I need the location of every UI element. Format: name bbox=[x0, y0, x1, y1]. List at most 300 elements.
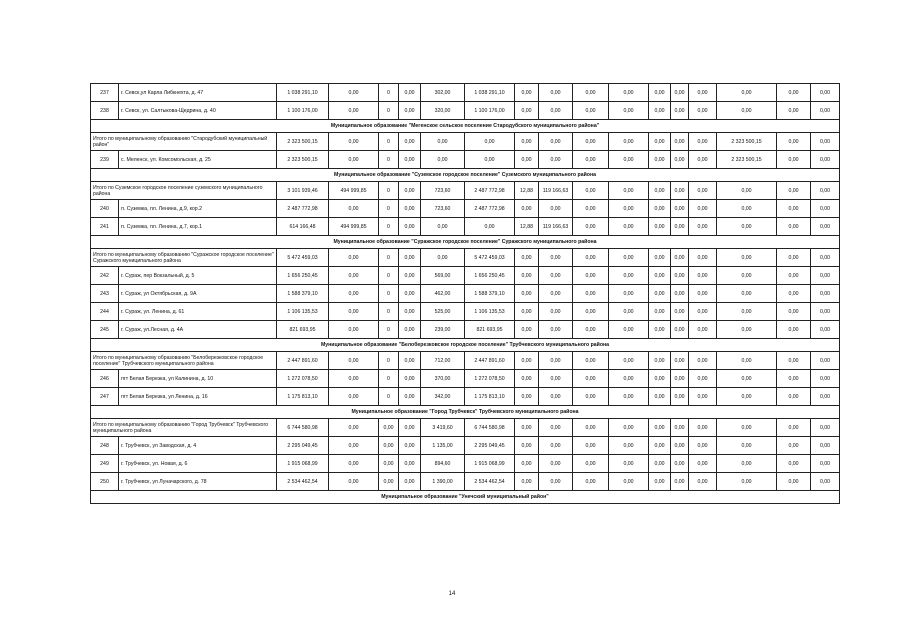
value-cell: 0,00 bbox=[515, 285, 539, 303]
value-cell: 0,00 bbox=[573, 303, 609, 321]
value-cell: 0,00 bbox=[329, 267, 379, 285]
value-cell: 0,00 bbox=[329, 151, 379, 169]
table-row bbox=[91, 455, 840, 473]
value-cell: 0,00 bbox=[399, 321, 421, 339]
value-cell: 0,00 bbox=[671, 303, 689, 321]
value-cell: 0,00 bbox=[649, 285, 671, 303]
value-cell: 0,00 bbox=[717, 200, 777, 218]
value-cell: 5 472 459,03 bbox=[277, 249, 329, 267]
value-cell: 6 744 580,98 bbox=[277, 419, 329, 437]
value-cell: 0,00 bbox=[811, 455, 840, 473]
value-cell: 0,00 bbox=[717, 352, 777, 370]
value-cell: 2 323 500,15 bbox=[717, 133, 777, 151]
value-cell: 0 bbox=[379, 218, 399, 236]
value-cell: 0,00 bbox=[777, 352, 811, 370]
value-cell: 569,00 bbox=[421, 267, 465, 285]
value-cell: 0,00 bbox=[515, 455, 539, 473]
value-cell: 0,00 bbox=[573, 102, 609, 120]
table-row bbox=[91, 267, 840, 285]
value-cell: 0,00 bbox=[649, 437, 671, 455]
table-row bbox=[91, 321, 840, 339]
value-cell: 0,00 bbox=[609, 321, 649, 339]
value-cell: 2 295 049,45 bbox=[277, 437, 329, 455]
value-cell: 462,00 bbox=[421, 285, 465, 303]
value-cell: 821 693,95 bbox=[465, 321, 515, 339]
value-cell: 0,00 bbox=[689, 352, 717, 370]
value-cell: 0,00 bbox=[717, 182, 777, 200]
value-cell: 0 bbox=[379, 84, 399, 102]
section-title: Муниципальное образование "Белоберезковское городское поселение" Трубчевского муниципального района bbox=[91, 339, 840, 352]
value-cell: 0,00 bbox=[609, 285, 649, 303]
address-cell: пгт Белая Березка, ул Ленина, д. 16 bbox=[119, 388, 277, 406]
value-cell: 0,00 bbox=[539, 455, 573, 473]
value-cell: 0,00 bbox=[573, 133, 609, 151]
value-cell: 0 bbox=[379, 352, 399, 370]
value-cell: 302,00 bbox=[421, 84, 465, 102]
value-cell: 0,00 bbox=[777, 388, 811, 406]
address-cell: п. Суземка, пл. Ленина, д.7, кор.1 bbox=[119, 218, 277, 236]
value-cell: 0,00 bbox=[573, 151, 609, 169]
value-cell: 0,00 bbox=[515, 303, 539, 321]
value-cell: 1 915 068,99 bbox=[465, 455, 515, 473]
value-cell: 3 419,60 bbox=[421, 419, 465, 437]
value-cell: 0,00 bbox=[609, 388, 649, 406]
value-cell: 0,00 bbox=[689, 151, 717, 169]
value-cell: 0,00 bbox=[689, 200, 717, 218]
value-cell: 2 447 891,60 bbox=[465, 352, 515, 370]
value-cell: 0,00 bbox=[421, 133, 465, 151]
subtotal-label: Итого по Суземское городское поселение суземского муниципального района bbox=[91, 182, 277, 200]
value-cell: 2 487 772,98 bbox=[277, 200, 329, 218]
value-cell: 0,00 bbox=[399, 285, 421, 303]
value-cell: 1 106 135,53 bbox=[465, 303, 515, 321]
address-cell: г. Трубчевск, ул. Новая, д. 6 bbox=[119, 455, 277, 473]
value-cell: 0,00 bbox=[671, 249, 689, 267]
value-cell: 119 166,63 bbox=[539, 218, 573, 236]
value-cell: 0,00 bbox=[609, 200, 649, 218]
value-cell: 0,00 bbox=[573, 473, 609, 491]
value-cell: 0,00 bbox=[689, 437, 717, 455]
value-cell: 1 588 379,10 bbox=[465, 285, 515, 303]
value-cell: 0,00 bbox=[539, 102, 573, 120]
value-cell: 0,00 bbox=[671, 388, 689, 406]
value-cell: 3 101 939,46 bbox=[277, 182, 329, 200]
table-row bbox=[91, 151, 840, 169]
value-cell: 0,00 bbox=[811, 84, 840, 102]
value-cell: 0,00 bbox=[399, 133, 421, 151]
value-cell: 0,00 bbox=[671, 437, 689, 455]
register-table bbox=[90, 83, 840, 504]
value-cell: 2 447 891,60 bbox=[277, 352, 329, 370]
value-cell: 0,00 bbox=[717, 437, 777, 455]
value-cell: 0,00 bbox=[573, 218, 609, 236]
value-cell: 0,00 bbox=[609, 133, 649, 151]
value-cell: 0,00 bbox=[717, 473, 777, 491]
value-cell: 0,00 bbox=[399, 84, 421, 102]
value-cell: 12,88 bbox=[515, 218, 539, 236]
value-cell: 0,00 bbox=[573, 84, 609, 102]
value-cell: 0,00 bbox=[717, 285, 777, 303]
value-cell: 0,00 bbox=[515, 200, 539, 218]
value-cell: 0,00 bbox=[379, 473, 399, 491]
value-cell: 0,00 bbox=[649, 84, 671, 102]
value-cell: 0,00 bbox=[465, 133, 515, 151]
value-cell: 0,00 bbox=[329, 249, 379, 267]
value-cell: 0,00 bbox=[329, 352, 379, 370]
value-cell: 0,00 bbox=[671, 419, 689, 437]
value-cell: 0,00 bbox=[717, 84, 777, 102]
row-number: 250 bbox=[91, 473, 119, 491]
value-cell: 0,00 bbox=[573, 388, 609, 406]
value-cell: 0,00 bbox=[777, 133, 811, 151]
address-cell: г. Севск,ул Карла Либкнехта, д. 47 bbox=[119, 84, 277, 102]
value-cell: 0,00 bbox=[399, 151, 421, 169]
value-cell: 525,00 bbox=[421, 303, 465, 321]
subtotal-row bbox=[91, 249, 840, 267]
value-cell: 0,00 bbox=[689, 267, 717, 285]
value-cell: 0,00 bbox=[329, 303, 379, 321]
value-cell: 0,00 bbox=[811, 267, 840, 285]
value-cell: 0,00 bbox=[539, 200, 573, 218]
value-cell: 0,00 bbox=[689, 133, 717, 151]
value-cell: 0,00 bbox=[717, 102, 777, 120]
value-cell: 0,00 bbox=[777, 473, 811, 491]
value-cell: 0,00 bbox=[329, 473, 379, 491]
value-cell: 614 166,48 bbox=[277, 218, 329, 236]
value-cell: 0 bbox=[379, 370, 399, 388]
address-cell: с. Меленск, ул. Комсомольская, д. 25 bbox=[119, 151, 277, 169]
value-cell: 2 534 462,54 bbox=[465, 473, 515, 491]
value-cell: 0,00 bbox=[777, 437, 811, 455]
value-cell: 1 390,00 bbox=[421, 473, 465, 491]
value-cell: 0,00 bbox=[539, 151, 573, 169]
value-cell: 0,00 bbox=[811, 419, 840, 437]
value-cell: 0,00 bbox=[329, 200, 379, 218]
value-cell: 0,00 bbox=[689, 249, 717, 267]
value-cell: 0 bbox=[379, 249, 399, 267]
value-cell: 0 bbox=[379, 303, 399, 321]
table-row bbox=[91, 84, 840, 102]
value-cell: 1 175 813,10 bbox=[465, 388, 515, 406]
row-number: 248 bbox=[91, 437, 119, 455]
section-header-row bbox=[91, 491, 840, 504]
section-title: Муниципальное образование "Суземское городское поселение" Суземского муниципального района bbox=[91, 169, 840, 182]
value-cell: 723,60 bbox=[421, 182, 465, 200]
value-cell: 723,60 bbox=[421, 200, 465, 218]
value-cell: 0,00 bbox=[539, 303, 573, 321]
value-cell: 5 472 459,03 bbox=[465, 249, 515, 267]
value-cell: 2 323 500,15 bbox=[277, 151, 329, 169]
value-cell: 0,00 bbox=[609, 370, 649, 388]
value-cell: 0,00 bbox=[515, 267, 539, 285]
value-cell: 1 272 078,50 bbox=[465, 370, 515, 388]
value-cell: 0,00 bbox=[399, 218, 421, 236]
value-cell: 0,00 bbox=[515, 473, 539, 491]
capital-repair-register bbox=[90, 83, 839, 504]
value-cell: 0,00 bbox=[399, 303, 421, 321]
value-cell: 0,00 bbox=[515, 437, 539, 455]
subtotal-row bbox=[91, 419, 840, 437]
value-cell: 0,00 bbox=[671, 200, 689, 218]
value-cell: 0,00 bbox=[399, 182, 421, 200]
value-cell: 0,00 bbox=[649, 303, 671, 321]
value-cell: 0,00 bbox=[329, 370, 379, 388]
value-cell: 0,00 bbox=[811, 218, 840, 236]
value-cell: 1 588 379,10 bbox=[277, 285, 329, 303]
value-cell: 0,00 bbox=[689, 218, 717, 236]
section-header-row bbox=[91, 339, 840, 352]
value-cell: 0,00 bbox=[649, 321, 671, 339]
section-title: Муниципальное образование "Унечский муниципальный район" bbox=[91, 491, 840, 504]
value-cell: 0 bbox=[379, 133, 399, 151]
value-cell: 0 bbox=[379, 200, 399, 218]
value-cell: 0,00 bbox=[717, 249, 777, 267]
value-cell: 0,00 bbox=[515, 388, 539, 406]
value-cell: 1 915 068,99 bbox=[277, 455, 329, 473]
value-cell: 0,00 bbox=[573, 267, 609, 285]
row-number: 238 bbox=[91, 102, 119, 120]
value-cell: 370,00 bbox=[421, 370, 465, 388]
value-cell: 0,00 bbox=[777, 370, 811, 388]
value-cell: 0,00 bbox=[811, 370, 840, 388]
value-cell: 0,00 bbox=[649, 200, 671, 218]
value-cell: 0,00 bbox=[811, 303, 840, 321]
value-cell: 0,00 bbox=[649, 102, 671, 120]
value-cell: 2 295 049,45 bbox=[465, 437, 515, 455]
value-cell: 0,00 bbox=[399, 388, 421, 406]
value-cell: 342,00 bbox=[421, 388, 465, 406]
value-cell: 1 175 813,10 bbox=[277, 388, 329, 406]
value-cell: 0,00 bbox=[609, 151, 649, 169]
value-cell: 0,00 bbox=[689, 182, 717, 200]
row-number: 249 bbox=[91, 455, 119, 473]
value-cell: 0,00 bbox=[399, 352, 421, 370]
row-number: 245 bbox=[91, 321, 119, 339]
value-cell: 0,00 bbox=[399, 455, 421, 473]
page-number: 14 bbox=[448, 591, 456, 597]
value-cell: 0,00 bbox=[811, 151, 840, 169]
value-cell: 0,00 bbox=[539, 84, 573, 102]
value-cell: 0,00 bbox=[777, 151, 811, 169]
value-cell: 0,00 bbox=[689, 84, 717, 102]
value-cell: 0,00 bbox=[609, 218, 649, 236]
table-row bbox=[91, 285, 840, 303]
value-cell: 0,00 bbox=[609, 267, 649, 285]
value-cell: 0,00 bbox=[609, 352, 649, 370]
value-cell: 0,00 bbox=[689, 419, 717, 437]
value-cell: 494 999,85 bbox=[329, 218, 379, 236]
row-number: 239 bbox=[91, 151, 119, 169]
value-cell: 0,00 bbox=[539, 473, 573, 491]
value-cell: 0,00 bbox=[811, 388, 840, 406]
value-cell: 0,00 bbox=[573, 419, 609, 437]
value-cell: 0,00 bbox=[671, 370, 689, 388]
section-header-row bbox=[91, 120, 840, 133]
address-cell: г. Сураж, пер Вокзальный, д. 5 bbox=[119, 267, 277, 285]
subtotal-row bbox=[91, 182, 840, 200]
value-cell: 0,00 bbox=[539, 370, 573, 388]
value-cell: 0,00 bbox=[811, 437, 840, 455]
value-cell: 1 038 291,10 bbox=[465, 84, 515, 102]
value-cell: 0,00 bbox=[689, 102, 717, 120]
value-cell: 0,00 bbox=[329, 321, 379, 339]
value-cell: 0,00 bbox=[399, 249, 421, 267]
value-cell: 0,00 bbox=[573, 437, 609, 455]
value-cell: 0,00 bbox=[717, 455, 777, 473]
value-cell: 0,00 bbox=[573, 200, 609, 218]
value-cell: 0,00 bbox=[539, 352, 573, 370]
value-cell: 0,00 bbox=[609, 437, 649, 455]
value-cell: 0,00 bbox=[329, 437, 379, 455]
value-cell: 0,00 bbox=[649, 218, 671, 236]
value-cell: 0,00 bbox=[539, 285, 573, 303]
value-cell: 0,00 bbox=[671, 182, 689, 200]
value-cell: 0,00 bbox=[329, 419, 379, 437]
value-cell: 0,00 bbox=[399, 370, 421, 388]
address-cell: г. Трубчевск, ул Луначарского, д. 78 bbox=[119, 473, 277, 491]
table-row bbox=[91, 200, 840, 218]
value-cell: 0,00 bbox=[609, 249, 649, 267]
row-number: 242 bbox=[91, 267, 119, 285]
value-cell: 1 100 176,00 bbox=[277, 102, 329, 120]
address-cell: п. Суземка, пл. Ленина, д.9, кор.2 bbox=[119, 200, 277, 218]
value-cell: 0,00 bbox=[777, 267, 811, 285]
value-cell: 239,00 bbox=[421, 321, 465, 339]
value-cell: 0,00 bbox=[421, 218, 465, 236]
value-cell: 0,00 bbox=[421, 151, 465, 169]
value-cell: 0,00 bbox=[717, 267, 777, 285]
register-body bbox=[91, 84, 840, 504]
value-cell: 0,00 bbox=[777, 321, 811, 339]
address-cell: г. Трубчевск, ул Заводская, д. 4 bbox=[119, 437, 277, 455]
value-cell: 0,00 bbox=[689, 321, 717, 339]
value-cell: 0 bbox=[379, 285, 399, 303]
value-cell: 0,00 bbox=[609, 473, 649, 491]
value-cell: 0,00 bbox=[539, 267, 573, 285]
value-cell: 0,00 bbox=[515, 102, 539, 120]
section-title: Муниципальное образование "Мегенское сельское поселение Стародубского муниципального района" bbox=[91, 120, 840, 133]
subtotal-label: Итого по муниципальному образованию "Суражское городское поселение" Суражского муниципального района bbox=[91, 249, 277, 267]
value-cell: 0,00 bbox=[399, 473, 421, 491]
subtotal-row bbox=[91, 352, 840, 370]
value-cell: 0,00 bbox=[399, 419, 421, 437]
value-cell: 0,00 bbox=[717, 388, 777, 406]
value-cell: 0,00 bbox=[329, 84, 379, 102]
value-cell: 0,00 bbox=[515, 321, 539, 339]
value-cell: 0,00 bbox=[609, 84, 649, 102]
section-header-row bbox=[91, 406, 840, 419]
value-cell: 0 bbox=[379, 182, 399, 200]
value-cell: 1 135,00 bbox=[421, 437, 465, 455]
value-cell: 0,00 bbox=[811, 200, 840, 218]
table-row bbox=[91, 437, 840, 455]
value-cell: 0,00 bbox=[717, 370, 777, 388]
value-cell: 0,00 bbox=[689, 285, 717, 303]
value-cell: 0,00 bbox=[329, 455, 379, 473]
value-cell: 0,00 bbox=[671, 102, 689, 120]
value-cell: 0,00 bbox=[671, 321, 689, 339]
value-cell: 0,00 bbox=[811, 249, 840, 267]
value-cell: 0,00 bbox=[777, 218, 811, 236]
value-cell: 0,00 bbox=[717, 218, 777, 236]
value-cell: 0 bbox=[379, 321, 399, 339]
value-cell: 0,00 bbox=[649, 267, 671, 285]
value-cell: 1 038 291,10 bbox=[277, 84, 329, 102]
value-cell: 0,00 bbox=[329, 285, 379, 303]
value-cell: 0,00 bbox=[689, 388, 717, 406]
value-cell: 2 487 772,98 bbox=[465, 182, 515, 200]
value-cell: 0,00 bbox=[671, 352, 689, 370]
value-cell: 0,00 bbox=[539, 419, 573, 437]
value-cell: 0,00 bbox=[671, 455, 689, 473]
value-cell: 0,00 bbox=[689, 455, 717, 473]
value-cell: 0,00 bbox=[811, 133, 840, 151]
value-cell: 0,00 bbox=[649, 352, 671, 370]
value-cell: 0,00 bbox=[539, 437, 573, 455]
value-cell: 0,00 bbox=[465, 151, 515, 169]
value-cell: 0,00 bbox=[671, 473, 689, 491]
address-cell: г. Сураж, ул.Лесная, д. 4А bbox=[119, 321, 277, 339]
value-cell: 0,00 bbox=[573, 321, 609, 339]
value-cell: 0,00 bbox=[649, 133, 671, 151]
subtotal-row bbox=[91, 133, 840, 151]
value-cell: 0,00 bbox=[399, 102, 421, 120]
value-cell: 0,00 bbox=[689, 370, 717, 388]
value-cell: 0,00 bbox=[399, 437, 421, 455]
value-cell: 0,00 bbox=[671, 84, 689, 102]
value-cell: 0,00 bbox=[609, 303, 649, 321]
value-cell: 1 100 176,00 bbox=[465, 102, 515, 120]
value-cell: 0,00 bbox=[539, 249, 573, 267]
value-cell: 0,00 bbox=[777, 200, 811, 218]
address-cell: г. Сураж, ул. Ленина, д. 61 bbox=[119, 303, 277, 321]
row-number: 247 bbox=[91, 388, 119, 406]
value-cell: 0,00 bbox=[671, 151, 689, 169]
value-cell: 0,00 bbox=[777, 102, 811, 120]
section-title: Муниципальное образование "Город Трубчевск" Трубчевского муниципального района bbox=[91, 406, 840, 419]
value-cell: 0,00 bbox=[649, 473, 671, 491]
value-cell: 0,00 bbox=[329, 388, 379, 406]
value-cell: 0,00 bbox=[515, 84, 539, 102]
row-number: 243 bbox=[91, 285, 119, 303]
section-title: Муниципальное образование "Суражское городское поселение" Суражского муниципального района bbox=[91, 236, 840, 249]
row-number: 241 bbox=[91, 218, 119, 236]
value-cell: 2 534 462,54 bbox=[277, 473, 329, 491]
value-cell: 0,00 bbox=[539, 321, 573, 339]
value-cell: 0,00 bbox=[649, 182, 671, 200]
value-cell: 0,00 bbox=[649, 455, 671, 473]
value-cell: 0,00 bbox=[811, 285, 840, 303]
value-cell: 0,00 bbox=[609, 182, 649, 200]
address-cell: пгт Белая Березка, ул Калинина, д. 10 bbox=[119, 370, 277, 388]
value-cell: 0 bbox=[379, 267, 399, 285]
value-cell: 0,00 bbox=[811, 473, 840, 491]
value-cell: 0,00 bbox=[573, 182, 609, 200]
value-cell: 119 166,63 bbox=[539, 182, 573, 200]
value-cell: 0,00 bbox=[717, 321, 777, 339]
section-header-row bbox=[91, 169, 840, 182]
value-cell: 0,00 bbox=[539, 388, 573, 406]
row-number: 237 bbox=[91, 84, 119, 102]
subtotal-label: Итого по муниципальному образованию "Город Трубчевск" Трубчевского муниципального района bbox=[91, 419, 277, 437]
value-cell: 320,00 bbox=[421, 102, 465, 120]
value-cell: 0,00 bbox=[379, 455, 399, 473]
value-cell: 1 656 250,45 bbox=[465, 267, 515, 285]
table-row bbox=[91, 102, 840, 120]
value-cell: 0,00 bbox=[465, 218, 515, 236]
value-cell: 0,00 bbox=[671, 285, 689, 303]
value-cell: 0,00 bbox=[777, 285, 811, 303]
